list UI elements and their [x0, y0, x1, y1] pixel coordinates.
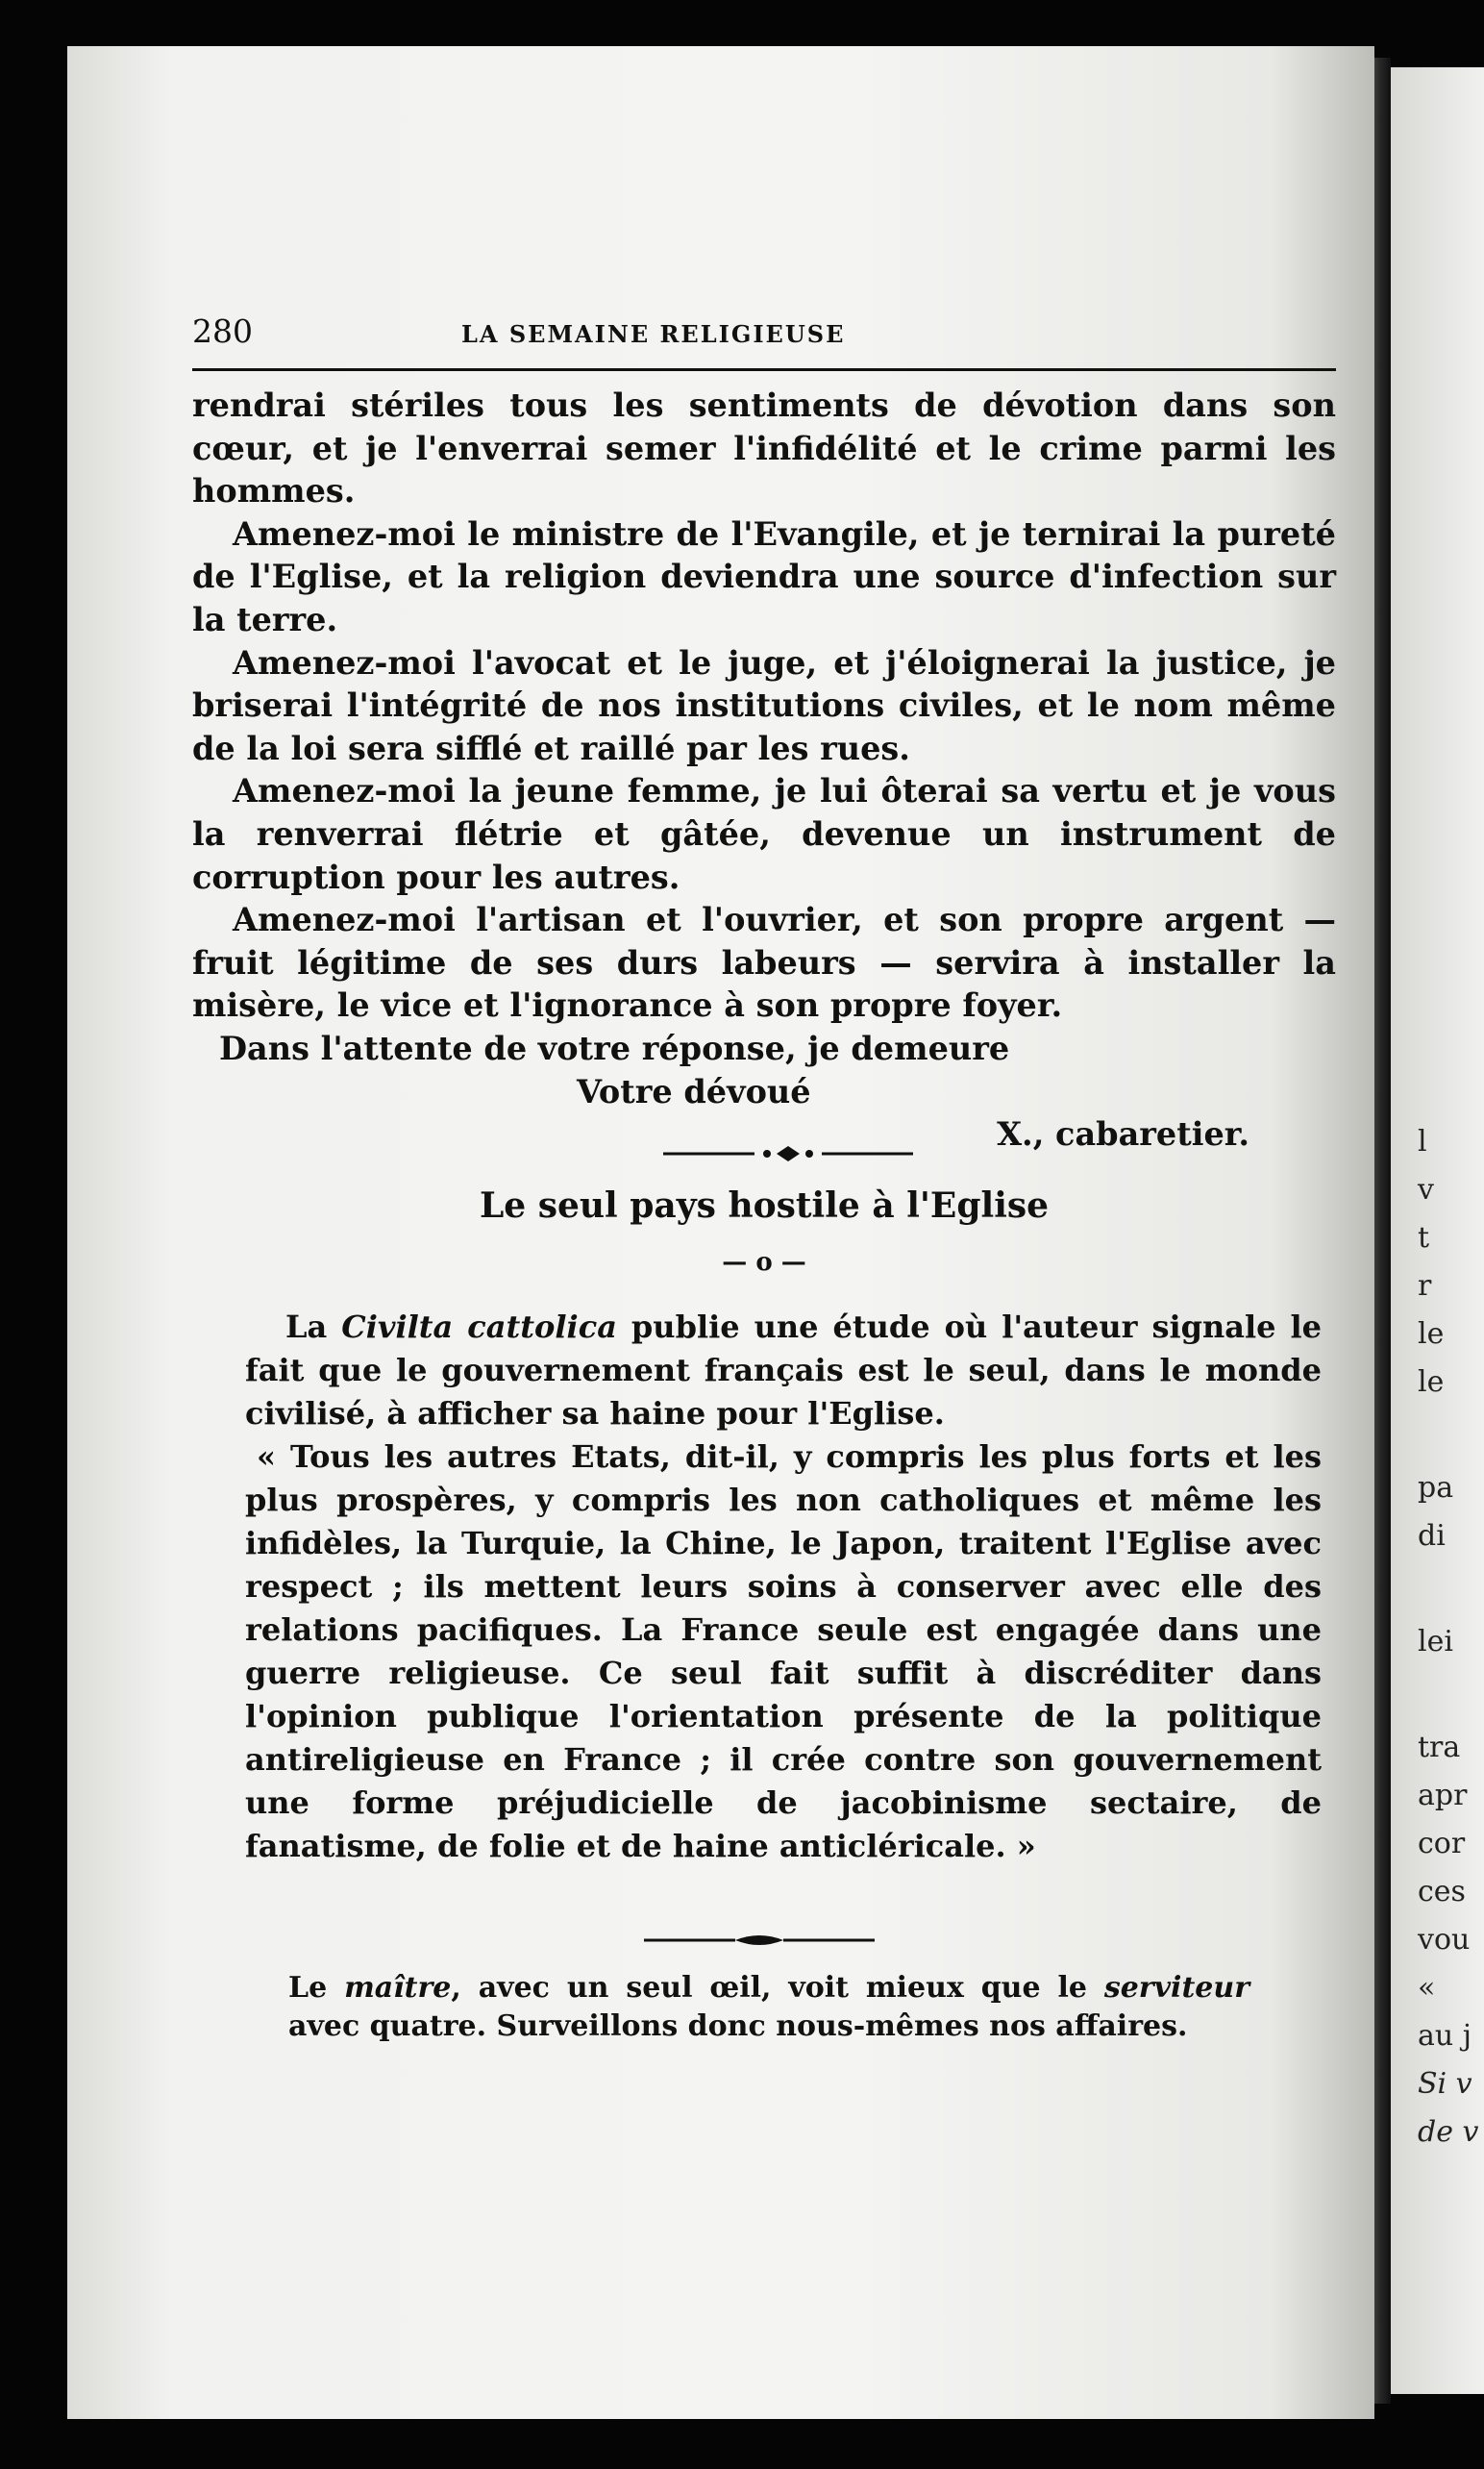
letter-paragraph: Amenez-moi le ministre de l'Evangile, et je ternirai la pureté de l'Eglise, et la religion deviendra une source d'infection sur la terre. — [192, 514, 1336, 638]
article-paragraph: La Civilta cattolica publie une étude où l'auteur signale le fait que le gouvernement français est le seul, dans le monde civilisé, à afficher sa haine pour l'Eglise. — [245, 1309, 1323, 1432]
facing-fragment: lei — [1418, 1625, 1453, 1658]
facing-fragment: tra — [1418, 1731, 1461, 1764]
facing-fragment: le — [1418, 1317, 1445, 1351]
letter-valediction: Votre dévoué — [577, 1072, 811, 1110]
running-header — [192, 311, 1336, 371]
proverb-italic-word: maître — [344, 1971, 452, 2005]
article-title: Le seul pays hostile à l'Eglise — [479, 1185, 1050, 1226]
facing-fragment: vou — [1418, 1923, 1471, 1957]
letter-paragraph: Amenez-moi l'artisan et l'ouvrier, et son propre argent — fruit légitime de ses durs labeurs — servira à installer la misère, le vice et l'ignorance à son propre foyer. — [192, 901, 1336, 1025]
facing-fragment: apr — [1418, 1779, 1468, 1812]
letter-paragraph: rendrai stériles tous les sentiments de dévotion dans son cœur, et je l'enverrai semer l'infidélité et le crime parmi les hommes. — [192, 387, 1336, 511]
letter-paragraph: Amenez-moi l'avocat et le juge, et j'éloignerai la justice, je briserai l'intégrité de nos institutions civiles, et le nom même de la loi sera sifflé et raillé par les rues. — [192, 643, 1336, 767]
facing-fragment: Si v — [1418, 2067, 1472, 2101]
book-page — [67, 46, 1374, 2419]
facing-page-edge — [1391, 67, 1484, 2394]
proverb-text: Le maître, avec un seul œil, voit mieux que le serviteur avec quatre. Surveillons donc nous-mêmes nos affaires. — [288, 1971, 1249, 2043]
facing-fragment: v — [1418, 1173, 1434, 1207]
article-quote: « Tous les autres Etats, dit-il, y compris les plus forts et les plus prospères, y compris les non catholiques et même les infidèles, la Turquie, la Chine, le Japon, traitent l'Eglise avec respect ; ils mettent leurs soins à conserver avec elle des relations pacifiques. La France seule est engagée dans une guerre religieuse. Ce seul fait suffit à discréditer dans l'opinion publique l'orientation présente de la politique antireligieuse en France ; il crée contre son gouvernement une forme préjudicielle de jacobinisme sectaire, de fanatisme, de folie et de haine anticléricale. » — [245, 1438, 1322, 1864]
facing-fragment: « — [1418, 1971, 1436, 2005]
facing-fragment: de v — [1418, 2115, 1479, 2149]
facing-fragment: ces — [1418, 1875, 1466, 1908]
closing-ornament — [644, 1931, 875, 1950]
facing-fragment: au j — [1418, 2019, 1472, 2053]
facing-fragment: l — [1418, 1125, 1427, 1159]
page-number: 280 — [192, 312, 253, 350]
letter-text — [192, 385, 1336, 1157]
publication-name: Civilta cattolica — [341, 1309, 617, 1345]
article-divider: — o — — [722, 1248, 806, 1277]
letter-paragraph: Amenez-moi la jeune femme, je lui ôterai sa vertu et je vous la renverrai flétrie et gâtée, devenue un instrument de corruption pour les autres. — [192, 772, 1336, 896]
letter-closing: Dans l'attente de votre réponse, je demeure — [219, 1029, 1010, 1067]
proverb-italic-word: serviteur — [1103, 1971, 1249, 2005]
facing-fragment: r — [1418, 1269, 1432, 1303]
facing-fragment: pa — [1418, 1471, 1454, 1505]
facing-fragment: le — [1418, 1365, 1445, 1399]
facing-fragment: t — [1418, 1221, 1430, 1255]
facing-fragment: cor — [1418, 1827, 1466, 1860]
letter-signature: X., cabaretier. — [997, 1115, 1249, 1154]
facing-fragment: di — [1418, 1519, 1446, 1553]
running-title: LA SEMAINE RELIGIEUSE — [461, 320, 846, 348]
section-ornament — [663, 1142, 913, 1165]
article-body — [245, 1306, 1322, 1868]
